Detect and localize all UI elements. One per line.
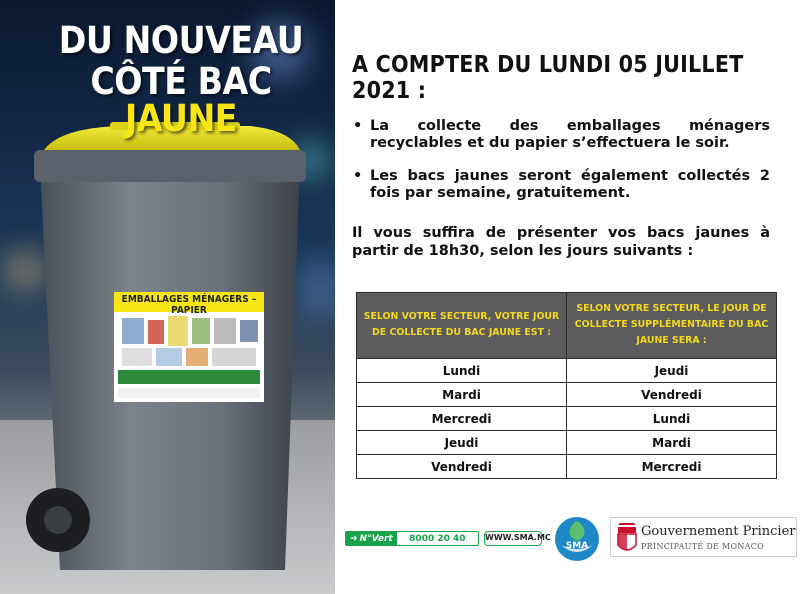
numero-vert-badge[interactable] [345, 531, 479, 546]
extra-day-cell: Vendredi [567, 383, 777, 407]
primary-day-cell: Mardi [357, 383, 567, 407]
extra-day-cell: Mercredi [567, 455, 777, 479]
headline-line-2: CÔTÉ BAC JAUNE [90, 60, 272, 140]
headline [36, 19, 326, 140]
table-row [357, 359, 777, 383]
extra-day-cell: Jeudi [567, 359, 777, 383]
primary-day-cell: Mercredi [357, 407, 567, 431]
collection-schedule-table [356, 292, 777, 479]
gov-subtitle: PRINCIPAUTÉ DE MONACO [641, 542, 765, 551]
sma-logo [553, 515, 601, 563]
info-bullets [352, 118, 770, 218]
primary-day-cell: Jeudi [357, 431, 567, 455]
page-title: A COMPTER DU LUNDI 05 JUILLET 2021 : [352, 52, 744, 104]
gov-name: Gouvernement Princier [641, 524, 796, 539]
monaco-crest-icon [615, 521, 639, 555]
extra-day-cell: Lundi [567, 407, 777, 431]
bullet-icon: • [353, 118, 363, 134]
primary-day-cell: Vendredi [357, 455, 567, 479]
headline-highlight: JAUNE [124, 97, 238, 140]
numero-vert-tag: ➜ N°Vert [346, 532, 397, 545]
numero-vert-number: 8000 20 40 [409, 533, 466, 544]
instruction-paragraph: Il vous suffira de présenter vos bacs jaunes à partir de 18h30, selon les jours suivants : [352, 225, 770, 259]
list-item: • Les bacs jaunes seront également collectés 2 fois par semaine, gratuitement. [353, 168, 770, 201]
table-row [357, 407, 777, 431]
table-row [357, 383, 777, 407]
sma-logo-text: SMA [565, 541, 589, 551]
bin-label-title: EMBALLAGES MÉNAGERS – PAPIER [121, 294, 257, 316]
primary-day-cell: Lundi [357, 359, 567, 383]
government-logo [610, 517, 797, 557]
table-row [357, 455, 777, 479]
table-header-extra-day: SELON VOTRE SECTEUR, LE JOUR DE COLLECTE SUPPLÉMENTAIRE DU BAC JAUNE SERA : [567, 293, 777, 359]
poster-photo [0, 0, 335, 594]
extra-day-cell: Mardi [567, 431, 777, 455]
table-header-primary-day: SELON VOTRE SECTEUR, VOTRE JOUR DE COLLECTE DU BAC JAUNE EST : [357, 293, 567, 359]
website-link[interactable]: WWW.SMA.MC [484, 531, 542, 546]
bullet-icon: • [353, 168, 363, 184]
table-row [357, 431, 777, 455]
phone-icon: ➜ [350, 533, 358, 544]
headline-line-1: DU NOUVEAU [58, 19, 304, 62]
sma-logo-icon [553, 515, 601, 563]
list-item: • La collecte des emballages ménagers recyclables et du papier s’effectuera le soir. [353, 118, 770, 151]
